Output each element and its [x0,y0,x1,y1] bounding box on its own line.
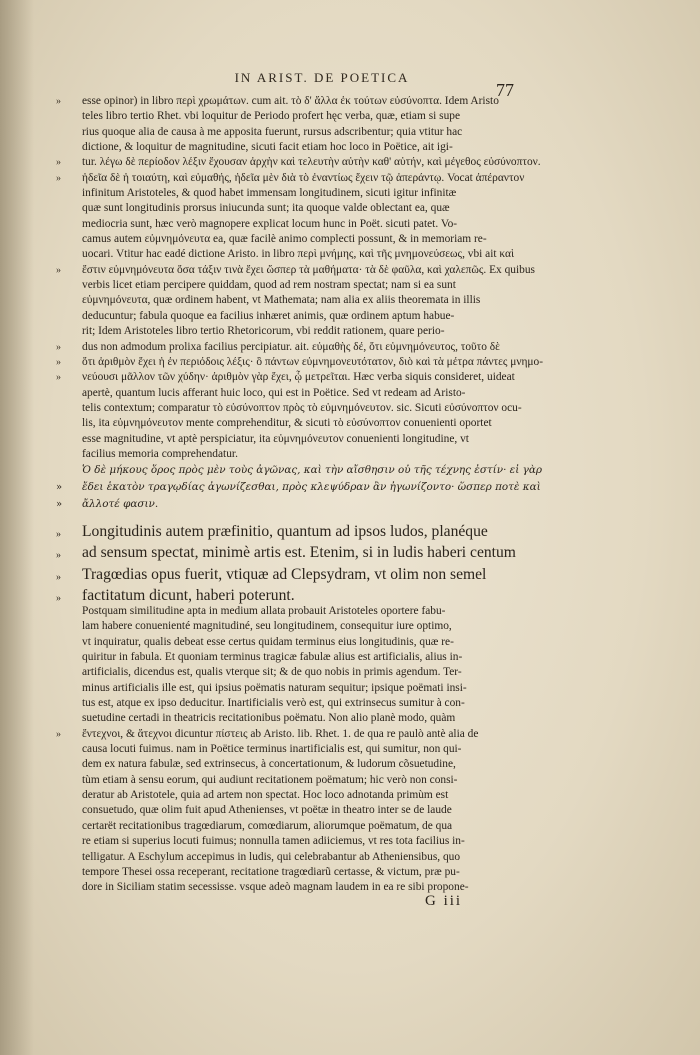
text-line [82,865,528,880]
line-text: tus est, atque ex ipso deducitur. Inartificialis verò est, qui extrinsecus sumitur à con- [82,697,465,710]
text-line [56,542,528,563]
quote-marker: » [56,529,61,540]
quote-marker: » [56,172,61,184]
text-line [82,232,528,247]
text-line [56,370,528,385]
text-line [82,773,528,788]
line-text: dem ex natura fabulæ, sed extrinsecus, à concertationum, & ludorum cõsuetudine, [82,758,456,771]
quote-marker: » [56,499,63,510]
text-line [82,696,528,711]
line-text: esse magnitudine, vt aptè perspiciatur, ita εὐμνημόνευτον conuenienti longitudine, vt [82,432,469,445]
line-text: dictione, & loquitur de magnitudine, sicuti facit etiam hoc loco in Poëtice, ait igi- [82,141,453,154]
line-text: ἡδεῖα δὲ ἡ τοιαύτη, καὶ εὐμαθής, ἡδεῖα μὲν διὰ τὸ ἐναντίως ἔχειν τῷ ἀπεράντῳ. Vocat ἀπέραντον [82,171,525,184]
line-text: Postquam similitudine apta in medium allata probauit Aristoteles oportere fabu- [82,605,446,617]
quote-marker: » [56,592,61,604]
line-text: telis contextum; comparatur τὸ εὐσύνοπτον πρὸς τὸ εὐμνημόνευτον. sic. Sicuti εὐσύνοπτον ocu- [82,401,522,414]
line-text: rius quoque alia de causa à me apposita fuerunt, rursus adscribentur; quia vtitur hac [82,125,463,138]
quote-marker: » [56,571,61,583]
text-line [56,340,528,355]
text-line [82,109,528,124]
line-text: factitatum dicunt, haberi poterunt. [82,586,295,604]
text-line [82,201,528,216]
line-text: tur. λέγω δὲ περίοδον λέξιν ἔχουσαν ἀρχὴν καὶ τελευτὴν αὐτὴν καθ' αὑτήν, καὶ μέγεθος εὐσύνοπτον. [82,156,541,169]
line-text: infinitum Aristoteles, & quod habet immensam longitudinem, sicuti igitur infinitæ [82,187,457,200]
line-text: εὐμνημόνευτα, quæ ordinem habent, vt Mathemata; nam alia ex aliis theoremata in illis [82,294,481,307]
text-line [82,140,528,155]
text-line [82,757,528,772]
line-text: causa locuti fuimus. nam in Poëtice terminus inartificialis est, qui sumitur, non qui- [82,743,462,756]
line-text: Longitudinis autem præfinitio, quantum ad ipsos ludos, planéque [82,523,488,540]
line-text: ἄλλοτέ φασιν. [82,498,159,510]
text-line [56,263,535,278]
text-line [82,401,528,416]
text-line [56,355,544,370]
text-line [82,447,528,462]
line-text: ἔστιν εὐμνημόνευτα ὅσα τάξιν τινὰ ἔχει ὥσπερ τὰ μαθήματα· τὰ δὲ φαῦλα, καὶ χαλεπῶς. Ex quibus [82,263,535,276]
line-text: νεύουσι μᾶλλον τῶν χύδην· ἀριθμὸν γὰρ ἔχει, ᾧ μετρεῖται. Hæc verba siquis consideret, uideat [82,371,515,384]
quote-marker: » [56,356,61,368]
text-line [82,635,528,650]
page-number: 77 [496,80,514,100]
line-text: mediocria sunt, hæc verò magnopere explicat locum hunc in Poët. sicuti patet. Vo- [82,217,458,230]
line-text: lam habere conuenienté magnitudiné, seu longitudinem, consequitur iure optimo, [82,620,452,633]
text-line [82,462,542,479]
latin-translation-block [56,521,528,606]
text-line [82,604,528,619]
line-text: ἔδει ἑκατὸν τραγῳδίας ἀγωνίζεσθαι, πρὸς κλεψύδραν ἂν ἠγωνίζοντο· ὥσπερ ποτὲ καὶ [82,481,541,493]
text-line [56,521,528,542]
line-text: re etiam si superius locuti fuimus; nonnulla tamen adiiciemus, vt res tota facilius in- [82,835,465,848]
line-text: lis, ita εὐμνημόνευτον mente comprehenditur, & sicuti τὸ εὐσύνοπτον conuenienti oportet [82,417,492,430]
binding-shadow [0,0,34,1055]
text-line [56,94,528,109]
text-line [82,324,528,339]
line-text: deducuntur; fabula quoque ea facilius inhæret animis, quæ ordinem aptum habue- [82,309,455,322]
line-text: camus autem εὐμνημόνευτα ea, quæ facilè animo complecti possunt, & in memoriam re- [82,233,487,246]
quote-marker: » [56,341,61,353]
line-text: rit; Idem Aristoteles libro tertio Rhetoricorum, vbi reddit rationem, quare perio- [82,325,445,338]
text-line [82,186,528,201]
line-text: certarët recitationibus tragœdiarum, comœdiarum, aliorumque poëmatum, de qua [82,819,453,832]
text-line [82,293,528,308]
text-line [82,125,528,140]
text-line [82,650,528,665]
line-text: verbis licet etiam percipere quiddam, quod ad rem nostram spectat; nam si ea sunt [82,279,456,292]
text-line [56,155,541,170]
line-text: artificialis, dicendus est, qualis vterque sit; & de quo nobis in primis agendum. Ter- [82,666,462,679]
line-text: facilius memoria comprehendatur. [82,447,238,460]
greek-text-block [56,462,542,513]
text-line [82,247,528,262]
line-text: quæ sunt longitudinis prorsus iniucunda sunt; ita quoque valde oblectant ea, quæ [82,202,450,215]
text-line [82,803,528,818]
quote-marker: » [56,482,63,493]
text-line [82,217,528,232]
signature-mark: G iii [425,893,463,909]
text-line [56,496,528,513]
text-line [56,564,528,585]
commentary-bottom-block [56,604,528,896]
line-text: teles libro tertio Rhet. vbi loquitur de Periodo profert hęc verba, quæ, etiam si supe [82,110,461,123]
text-line [82,278,528,293]
line-text: consuetudo, quæ olim fuit apud Athenienses, vt poëtæ in theatro inter se de laude [82,804,452,817]
text-line [82,416,528,431]
text-line [82,819,528,834]
text-line [56,585,528,606]
quote-marker: » [56,264,61,276]
line-text: Ὁ δὲ μήκους ὅρος πρὸς μὲν τοὺς ἀγῶνας, καὶ τὴν αἴσθησιν οὐ τῆς τέχνης ἐστίν· εἰ γὰρ [82,464,542,476]
line-text: ὅτι ἀριθμὸν ἔχει ἡ ἐν περιόδοις λέξις· ὃ πάντων εὐμνημονευτότατον, διὸ καὶ τὰ μέτρα πάντες μνημο- [82,355,544,368]
line-text: uocari. Vtitur hac eadé dictione Aristo. in libro περὶ μνήμης, καὶ τῆς μνημονεύσεως, vbi ait καὶ [82,248,515,261]
quote-marker: » [56,728,61,740]
quote-marker: » [56,157,61,169]
text-line [82,432,528,447]
line-text: deratur ab Aristotele, quia ad artem non spectat. Hoc loco adnotanda primùm est [82,789,449,802]
line-text: dus non admodum prolixa facilius percipiatur. ait. εὐμαθὴς δέ, ὅτι εὐμνημόνευτος, τοῦτο δὲ [82,340,500,353]
line-text: tùm etiam à sensu eorum, qui audiunt recitationem poëmatum; hic verò non consi- [82,773,458,786]
text-line [56,171,528,186]
line-text: Tragœdias opus fuerit, vtiquæ ad Clepsydram, vt olim non semel [82,565,487,583]
line-text: ἔντεχνοι, & ἄτεχνοι dicuntur πίστεις ab Aristo. lib. Rhet. 1. de qua re paulò antè alia de [82,727,479,740]
quote-marker: » [56,550,61,562]
line-text: dore in Siciliam statim secessisse. vsque adeò magnam laudem in ea re sibi propone- [82,881,469,894]
line-text: esse opinor) in libro περὶ χρωμάτων. cum ait. τὸ δ' ἄλλα ἐκ τούτων εὐσύνοπτα. Idem Aristo [82,95,499,107]
text-line [82,850,528,865]
line-text: suetudine certadi in theatricis recitationibus poëmatu. Non alio planè modo, quàm [82,712,456,725]
text-line [82,386,528,401]
line-text: apertè, quantum lucis afferant huic loco, qui est in Poëtice. Sed vt redeam ad Aristo- [82,386,466,399]
line-text: telligatur. A Eschylum accepimus in ludis, qui celebrabantur ab Atheniensibus, quo [82,850,461,863]
text-line [82,619,528,634]
line-text: vt inquiratur, qualis debeat esse certus quidam terminus eius longitudinis, quæ re- [82,635,454,648]
text-line [82,309,528,324]
line-text: quiritur in fabula. Et quoniam terminus tragicæ fabulæ alius est artificialis, alius in- [82,651,463,664]
line-text: ad sensum spectat, minimè artis est. Etenim, si in ludis haberi centum [82,544,516,562]
quote-marker: » [56,372,61,384]
text-line [82,711,528,726]
text-line [82,788,528,803]
line-text: tempore Thesei ossa receperant, recitatione tragœdiarũ certasse, & victum, præ pu- [82,865,460,878]
text-line [82,665,528,680]
text-line [56,727,528,742]
text-line [82,681,528,696]
commentary-top-block [56,94,544,462]
text-line [82,834,528,849]
line-text: minus artificialis ille est, qui ipsius poëmatis naturam sequitur; ipsique poëmati insi- [82,681,467,694]
text-line [82,742,528,757]
text-line [56,479,541,496]
quote-marker: » [56,96,61,107]
running-title: IN ARIST. DE POETICA [234,70,410,85]
